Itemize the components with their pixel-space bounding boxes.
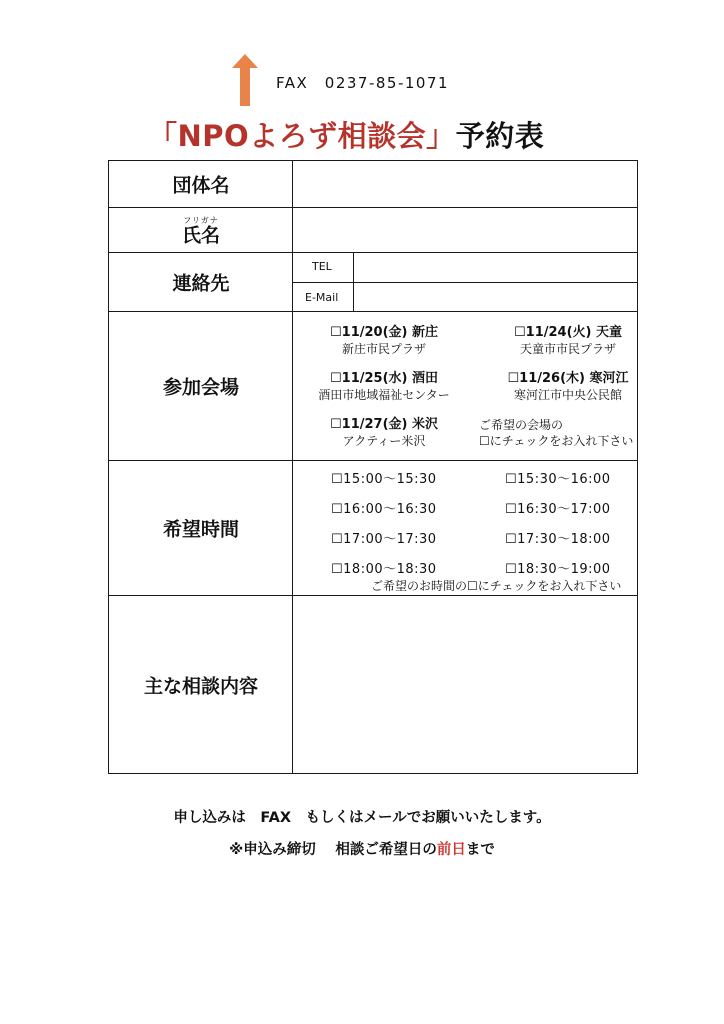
venue-option-date: ☐11/27(金) 米沢: [330, 417, 438, 432]
tel-field[interactable]: [355, 253, 636, 281]
email-label: E-Mail: [305, 291, 339, 304]
title-suffix: 予約表: [455, 119, 545, 153]
furigana-label: フリガナ: [183, 216, 219, 225]
deadline-highlight: 前日: [436, 842, 466, 858]
venue-option-date: ☐11/24(火) 天童: [514, 325, 622, 340]
time-slot-checkbox[interactable]: ☐15:30～16:00: [505, 472, 611, 487]
venue-option-place: 寒河江市中央公民館: [513, 388, 622, 402]
venue-note-line1: ご希望の会場の: [479, 418, 564, 432]
up-arrow-icon: [232, 54, 258, 106]
venue-option-tendo[interactable]: [483, 324, 653, 357]
venue-option-date: ☐11/25(水) 酒田: [330, 371, 438, 386]
time-slot-checkbox[interactable]: ☐17:30～18:00: [505, 532, 611, 547]
contact-label: 連絡先: [172, 272, 230, 295]
venue-label: 参加会場: [162, 376, 240, 399]
deadline-note: [0, 838, 724, 859]
deadline-suffix: まで: [465, 842, 495, 858]
group-name-label: 団体名: [172, 174, 230, 197]
group-name-field[interactable]: [294, 162, 636, 206]
reservation-form: [108, 160, 638, 774]
venue-option-place: 天童市市民プラザ: [519, 342, 616, 356]
venue-option-place: アクティー米沢: [342, 434, 426, 448]
time-slot-checkbox[interactable]: ☐17:00～17:30: [331, 532, 437, 547]
time-slot-checkbox[interactable]: ☐18:30～19:00: [505, 562, 611, 577]
time-note: ご希望のお時間の☐にチェックをお入れ下さい: [371, 579, 622, 593]
venue-option-shinjo[interactable]: [299, 324, 469, 357]
time-slot-checkbox[interactable]: ☐18:00～18:30: [331, 562, 437, 577]
tel-label: TEL: [312, 260, 332, 273]
deadline-prefix: ※申込み締切 相談ご希望日の: [229, 842, 437, 858]
fax-number: FAX 0237-85-1071: [276, 74, 450, 92]
venue-note-line2: ☐にチェックをお入れ下さい: [479, 434, 634, 448]
consult-content-label: 主な相談内容: [143, 675, 259, 698]
venue-option-sagae[interactable]: [483, 370, 653, 403]
application-note: 申し込みは FAX もしくはメールでお願いいたします。: [173, 810, 551, 826]
page-title: [148, 114, 544, 155]
consult-content-field[interactable]: [294, 597, 636, 772]
title-event-name: 「NPOよろず相談会」: [148, 119, 456, 153]
time-slot-checkbox[interactable]: ☐16:30～17:00: [505, 502, 611, 517]
venue-option-yonezawa[interactable]: [299, 416, 469, 449]
time-label: 希望時間: [162, 518, 240, 541]
time-slot-checkbox[interactable]: ☐15:00～15:30: [331, 472, 437, 487]
venue-option-place: 酒田市地域福祉センター: [318, 388, 450, 402]
name-label: 氏名: [181, 224, 221, 247]
time-slot-checkbox[interactable]: ☐16:00～16:30: [331, 502, 437, 517]
venue-option-sakata[interactable]: [299, 370, 469, 403]
venue-option-date: ☐11/20(金) 新庄: [330, 325, 438, 340]
email-field[interactable]: [355, 284, 636, 310]
venue-option-date: ☐11/26(木) 寒河江: [507, 371, 629, 386]
name-field[interactable]: [294, 209, 636, 251]
venue-option-place: 新庄市民プラザ: [341, 342, 426, 356]
